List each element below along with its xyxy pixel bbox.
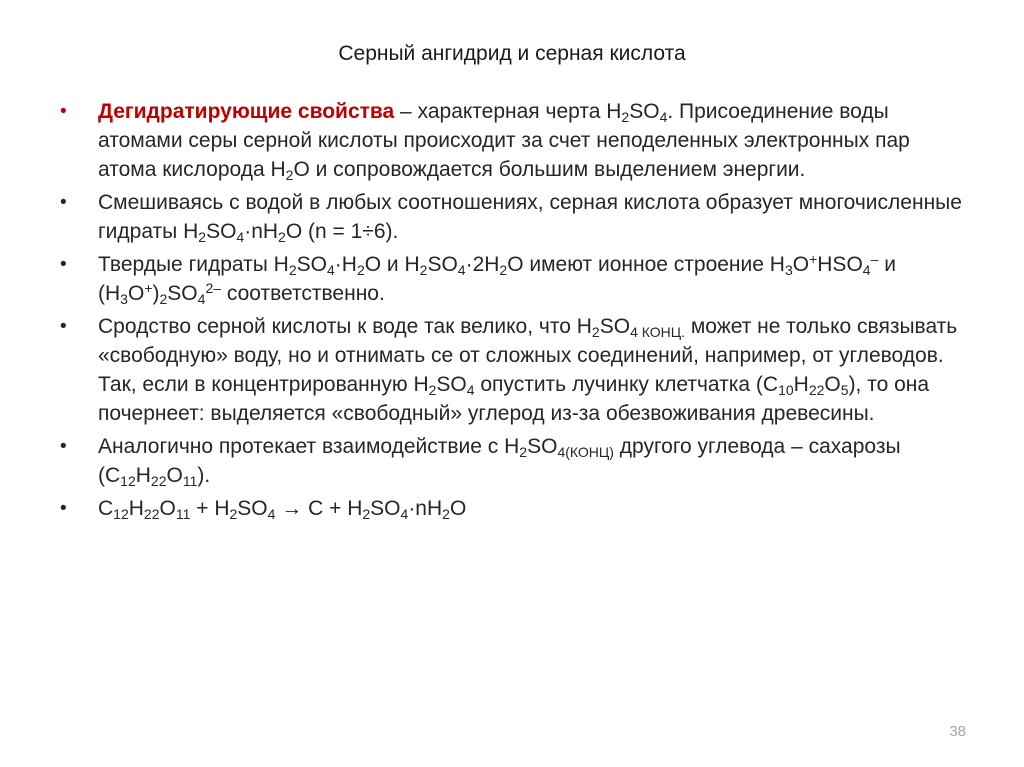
subscript: 10 xyxy=(778,382,794,398)
text-run: O xyxy=(792,253,810,276)
subscript: 2 xyxy=(278,229,286,245)
subscript: 11 xyxy=(175,506,191,522)
text-run: O xyxy=(824,373,841,396)
subscript: 2 xyxy=(499,262,508,278)
superscript: – xyxy=(870,251,879,267)
text-run: ), то она почернеет: выделяется «свободный» углерод из-за обезвоживания древесины. xyxy=(98,373,930,425)
text-run: H xyxy=(135,464,151,487)
text-run: O и H xyxy=(364,253,420,276)
text-run: H xyxy=(793,373,809,396)
bullet-text xyxy=(98,191,962,243)
bullet-dot-icon: • xyxy=(60,498,67,519)
subscript: 4 xyxy=(457,262,466,278)
subscript: 2 xyxy=(159,291,168,307)
text-run: опустить лучинку клетчатка (C xyxy=(474,373,779,396)
subscript: 12 xyxy=(113,506,129,522)
bullet-text xyxy=(98,497,466,520)
text-run: O (n = 1÷6). xyxy=(285,220,399,243)
text-run: может не только связывать «свободную» воду, но и отнимать се от сложных соединений, например, от углеводов. Так, если в концентрированную H xyxy=(98,315,958,396)
bullet-text xyxy=(98,100,910,181)
subscript: 22 xyxy=(143,506,160,522)
page-number: 38 xyxy=(949,723,966,740)
bullet-item-sucrose xyxy=(60,432,970,490)
subscript: 2 xyxy=(519,444,528,460)
superscript: 2– xyxy=(205,280,222,296)
bullet-text xyxy=(98,435,901,487)
subscript: 2 xyxy=(362,506,371,522)
text-run: соответственно. xyxy=(221,282,385,305)
subscript: 22 xyxy=(808,382,825,398)
subscript: 2 xyxy=(229,506,238,522)
text-run: ·2H xyxy=(465,253,500,276)
bullet-text xyxy=(98,315,957,425)
text-run: другого углевода – сахарозы (C xyxy=(98,435,901,487)
text-run: C xyxy=(98,497,114,520)
superscript: + xyxy=(144,280,153,296)
text-run: Сродство серной кислоты к воде так велико, что H xyxy=(98,315,592,338)
bullet-item-affinity xyxy=(60,312,970,428)
subscript: 2 xyxy=(198,229,207,245)
text-run: – характерная черта H xyxy=(394,100,622,123)
subscript: 22 xyxy=(150,473,167,489)
subscript: 4 xyxy=(197,291,206,307)
bullet-dot-icon: • xyxy=(60,192,67,213)
text-run: O xyxy=(159,497,176,520)
subscript: 2 xyxy=(419,262,428,278)
text-run: ). xyxy=(197,464,211,487)
bullet-dot-icon: • xyxy=(60,101,67,122)
subscript: 4(КОНЦ) xyxy=(557,444,614,460)
text-run: → C + H xyxy=(275,497,363,520)
text-run: O xyxy=(449,497,467,520)
bullet-item-solid-hydrates xyxy=(60,250,970,308)
bullet-dot-icon: • xyxy=(60,316,67,337)
bullet-item-dehydrating xyxy=(60,97,970,184)
text-run: SO xyxy=(527,435,558,458)
text-run: Аналогично протекает взаимодействие с H xyxy=(98,435,520,458)
subscript: 11 xyxy=(182,473,198,489)
subscript: 4 xyxy=(659,109,668,125)
subscript: 2 xyxy=(288,262,297,278)
subscript: 12 xyxy=(120,473,136,489)
text-run: + H xyxy=(190,497,230,520)
bullet-text xyxy=(98,253,896,305)
text-run: SO xyxy=(206,220,237,243)
text-run: SO xyxy=(427,253,458,276)
text-run: O xyxy=(127,282,145,305)
bullet-dot-icon: • xyxy=(60,436,67,457)
subscript: 4 xyxy=(236,229,245,245)
highlight-term: Дегидратирующие свойства xyxy=(98,100,395,123)
subscript: 2 xyxy=(428,382,437,398)
text-run: ·nH xyxy=(408,497,443,520)
bullet-item-equation xyxy=(60,494,970,523)
text-run: SO xyxy=(599,315,631,338)
bullet-dot-icon: • xyxy=(60,254,67,275)
slide-title: Серный ангидрид и серная кислота xyxy=(338,42,686,65)
text-run: . Присоединение воды атомами серы серной кислоты происходит за счет неподеленных электронных пар атома кислорода H xyxy=(98,100,910,181)
bullet-list xyxy=(60,97,970,527)
subscript: 3 xyxy=(120,291,128,307)
text-run: ·H xyxy=(334,253,357,276)
text-run: Смешиваясь с водой в любых соотношениях, серная кислота образует многочисленные гидраты H xyxy=(98,191,962,243)
subscript: 2 xyxy=(442,506,450,522)
text-run: HSO xyxy=(817,253,863,276)
text-run: и (H xyxy=(98,253,896,305)
subscript: 4 КОНЦ. xyxy=(630,324,685,340)
text-run: SO xyxy=(370,497,401,520)
bullet-item-hydrates xyxy=(60,188,970,246)
subscript: 2 xyxy=(591,324,600,340)
text-run: SO xyxy=(629,100,660,123)
text-run: H xyxy=(128,497,144,520)
text-run: O xyxy=(166,464,183,487)
text-run: ) xyxy=(152,282,160,305)
text-run: SO xyxy=(237,497,268,520)
text-run: ·nH xyxy=(244,220,279,243)
text-run: SO xyxy=(296,253,327,276)
text-run: Твердые гидраты H xyxy=(98,253,289,276)
text-run: SO xyxy=(436,373,467,396)
subscript: 4 xyxy=(466,382,475,398)
text-run: SO xyxy=(167,282,198,305)
subscript: 5 xyxy=(840,382,849,398)
superscript: + xyxy=(809,251,818,267)
subscript: 4 xyxy=(267,506,276,522)
subscript: 4 xyxy=(326,262,335,278)
subscript: 4 xyxy=(862,262,871,278)
subscript: 2 xyxy=(356,262,365,278)
subscript: 4 xyxy=(400,506,409,522)
subscript: 3 xyxy=(784,262,793,278)
text-run: O имеют ионное строение H xyxy=(507,253,785,276)
text-run: O и сопровождается большим выделением энергии. xyxy=(293,158,806,181)
subscript: 2 xyxy=(621,109,630,125)
subscript: 2 xyxy=(285,167,294,183)
